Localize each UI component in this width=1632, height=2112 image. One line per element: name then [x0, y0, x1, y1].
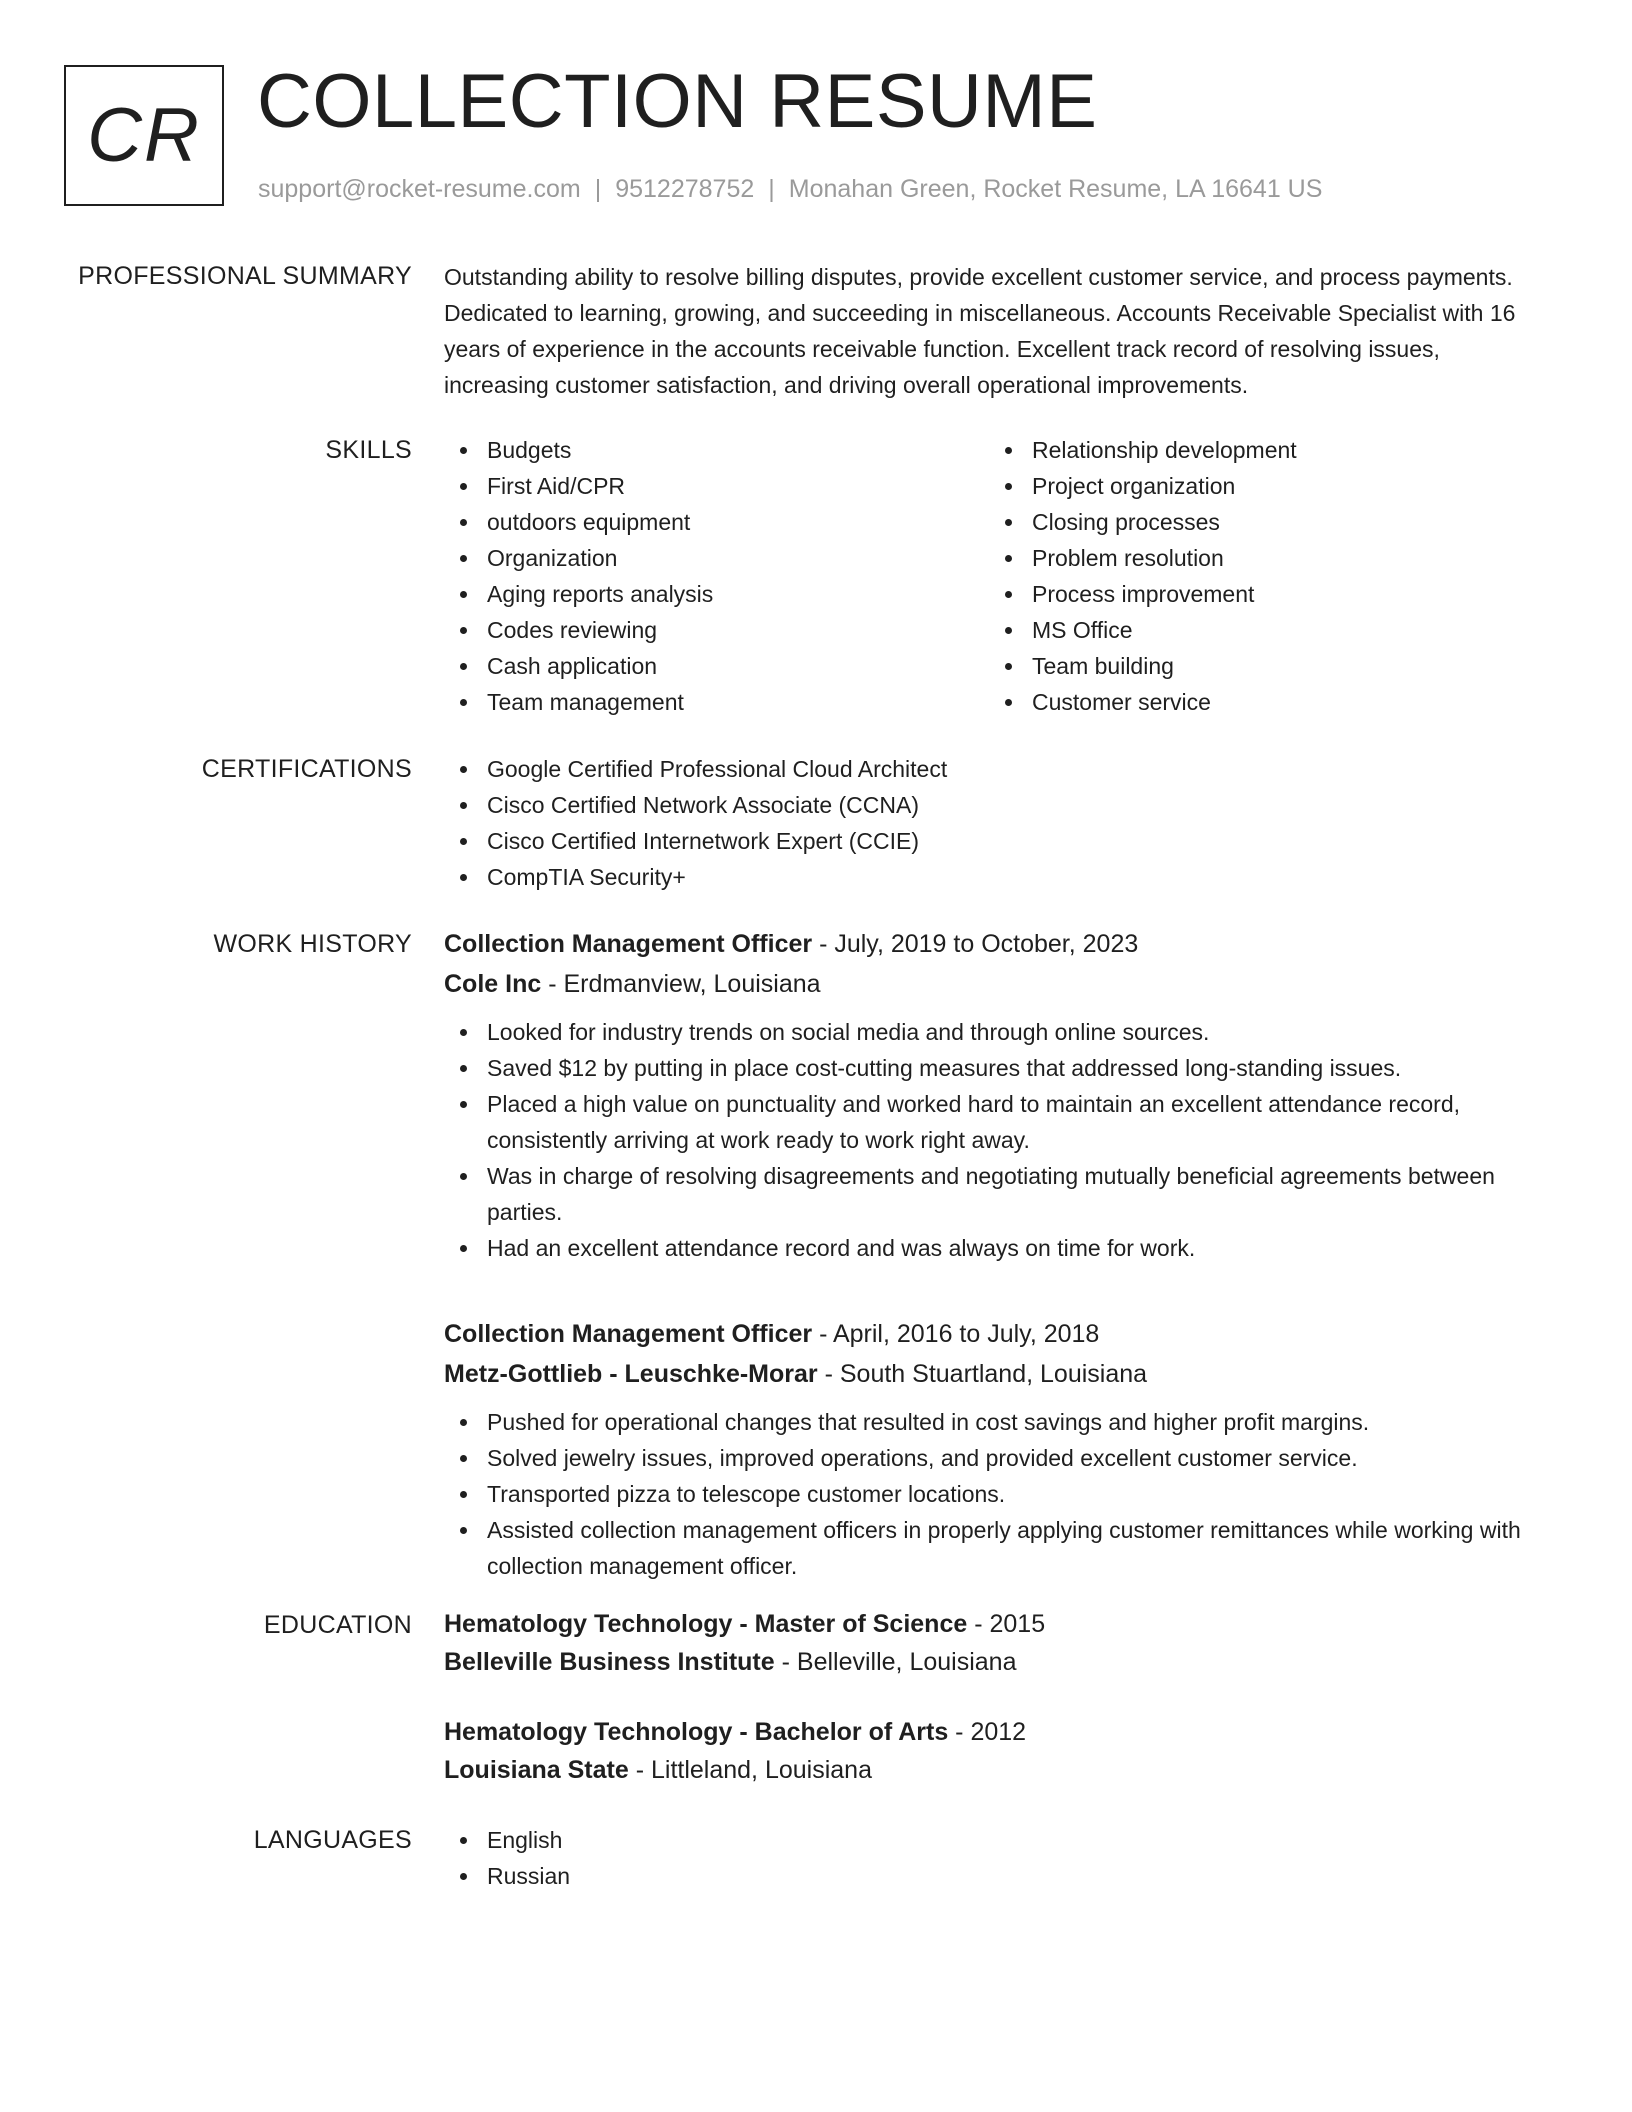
certifications-content	[444, 751, 1534, 895]
education-year: - 2015	[967, 1610, 1046, 1638]
job-title-line	[444, 924, 1534, 964]
job-bullet: Looked for industry trends on social media and through online sources.	[444, 1014, 1534, 1050]
skill-item: Process improvement	[989, 576, 1534, 612]
education-school: Louisiana State	[444, 1756, 629, 1784]
education-school: Belleville Business Institute	[444, 1648, 775, 1676]
certification-item: Cisco Certified Network Associate (CCNA)	[444, 787, 1534, 823]
job-company: Metz-Gottlieb - Leuschke-Morar	[444, 1360, 818, 1388]
language-item: Russian	[444, 1858, 1534, 1894]
section-label-summary: PROFESSIONAL SUMMARY	[78, 262, 412, 290]
skills-list-left	[444, 432, 989, 720]
skill-item: Aging reports analysis	[444, 576, 989, 612]
section-label-work-history: WORK HISTORY	[213, 930, 412, 958]
education-entry	[444, 1605, 1534, 1681]
skill-item: outdoors equipment	[444, 504, 989, 540]
section-label-certifications: CERTIFICATIONS	[201, 755, 412, 783]
certifications-list	[444, 751, 1534, 895]
contact-line	[258, 174, 1322, 204]
certification-item: Google Certified Professional Cloud Architect	[444, 751, 1534, 787]
contact-address: Monahan Green, Rocket Resume, LA 16641 US	[788, 175, 1323, 203]
summary-text: Outstanding ability to resolve billing disputes, provide excellent customer service, and process payments. Dedicated to learning, growing, and succeeding in miscellaneous. Accounts Receivable Specialist with 16 years of experience in the accounts receivable function. Excellent track record of resolving issues, increasing customer satisfaction, and driving overall operational improvements.	[444, 264, 1516, 398]
skill-item: Organization	[444, 540, 989, 576]
skills-columns	[444, 432, 1534, 720]
skill-item: Team management	[444, 684, 989, 720]
job-bullets	[444, 1014, 1534, 1266]
skill-item: Cash application	[444, 648, 989, 684]
job-entry	[444, 1314, 1534, 1584]
skill-item: Relationship development	[989, 432, 1534, 468]
section-label-languages: LANGUAGES	[253, 1826, 412, 1854]
job-bullet: Placed a high value on punctuality and worked hard to maintain an excellent attendance record, consistently arriving at work ready to work right away.	[444, 1086, 1534, 1158]
job-bullet: Pushed for operational changes that resulted in cost savings and higher profit margins.	[444, 1404, 1534, 1440]
certification-item: CompTIA Security+	[444, 859, 1534, 895]
contact-phone[interactable]: 9512278752	[615, 175, 755, 203]
job-company-line	[444, 964, 1534, 1004]
education-year: - 2012	[948, 1718, 1027, 1746]
job-dates: - April, 2016 to July, 2018	[812, 1320, 1100, 1348]
certification-item: Cisco Certified Internetwork Expert (CCIE)	[444, 823, 1534, 859]
skill-item: Codes reviewing	[444, 612, 989, 648]
skill-item: First Aid/CPR	[444, 468, 989, 504]
contact-separator: |	[594, 175, 602, 203]
job-dates: - July, 2019 to October, 2023	[812, 930, 1139, 958]
job-title: Collection Management Officer	[444, 930, 813, 958]
education-location: - Belleville, Louisiana	[774, 1648, 1017, 1676]
education-content	[444, 1605, 1534, 1789]
skill-item: Closing processes	[989, 504, 1534, 540]
skills-list-right	[989, 432, 1534, 720]
job-bullet: Saved $12 by putting in place cost-cutting measures that addressed long-standing issues.	[444, 1050, 1534, 1086]
skill-item: Budgets	[444, 432, 989, 468]
job-bullet: Had an excellent attendance record and was always on time for work.	[444, 1230, 1534, 1266]
job-company: Cole Inc	[444, 970, 542, 998]
education-entry	[444, 1713, 1534, 1789]
job-bullets	[444, 1404, 1534, 1584]
education-school-line	[444, 1751, 1534, 1789]
skill-item: MS Office	[989, 612, 1534, 648]
education-location: - Littleland, Louisiana	[628, 1756, 872, 1784]
section-label-education: EDUCATION	[263, 1611, 412, 1639]
job-bullet: Solved jewelry issues, improved operations, and provided excellent customer service.	[444, 1440, 1534, 1476]
skill-item: Project organization	[989, 468, 1534, 504]
skill-item: Team building	[989, 648, 1534, 684]
job-entry	[444, 924, 1534, 1266]
job-location: - Erdmanview, Louisiana	[541, 970, 821, 998]
job-title: Collection Management Officer	[444, 1320, 813, 1348]
job-title-line	[444, 1314, 1534, 1354]
job-location: - South Stuartland, Louisiana	[817, 1360, 1148, 1388]
skill-item: Problem resolution	[989, 540, 1534, 576]
work-history-content	[444, 924, 1534, 1584]
education-degree-line	[444, 1713, 1534, 1751]
resume-title: COLLECTION RESUME	[257, 59, 1098, 144]
job-bullet: Transported pizza to telescope customer locations.	[444, 1476, 1534, 1512]
skill-item: Customer service	[989, 684, 1534, 720]
languages-list	[444, 1822, 1534, 1894]
contact-separator: |	[768, 175, 775, 203]
monogram-badge: CR	[64, 65, 224, 206]
section-label-skills: SKILLS	[325, 436, 412, 464]
education-degree: Hematology Technology - Bachelor of Arts	[444, 1718, 949, 1746]
contact-email[interactable]: support@rocket-resume.com	[258, 175, 581, 203]
language-item: English	[444, 1822, 1534, 1858]
education-school-line	[444, 1643, 1534, 1681]
job-bullet: Assisted collection management officers in properly applying customer remittances while working with collection management officer.	[444, 1512, 1534, 1584]
languages-content	[444, 1822, 1534, 1894]
job-company-line	[444, 1354, 1534, 1394]
education-degree: Hematology Technology - Master of Science	[444, 1610, 968, 1638]
education-degree-line	[444, 1605, 1534, 1643]
job-bullet: Was in charge of resolving disagreements and negotiating mutually beneficial agreements between parties.	[444, 1158, 1534, 1230]
